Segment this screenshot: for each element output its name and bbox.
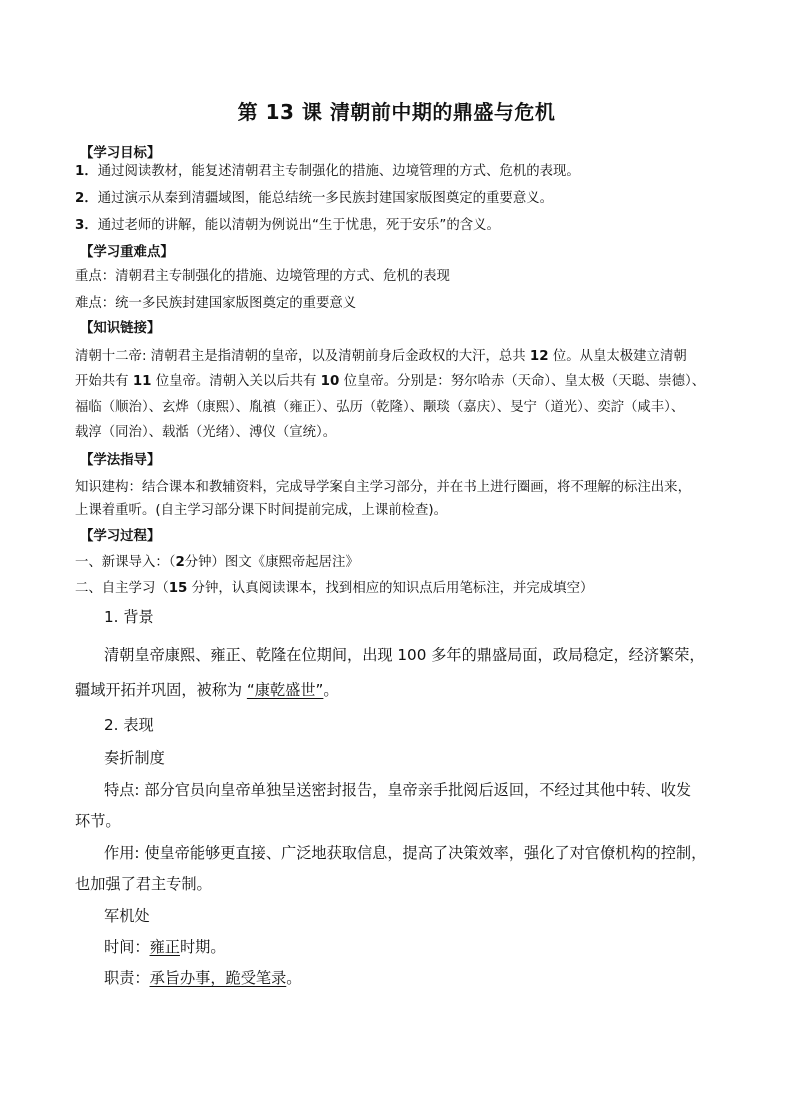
intro-text: 一、新课导入：（ bbox=[75, 555, 176, 570]
method-heading: 【学法指导】 bbox=[80, 453, 161, 468]
knowledge-line-1 bbox=[75, 348, 687, 366]
self-study-text: 二、自主学习（ bbox=[75, 581, 169, 596]
knowledge-line-2 bbox=[75, 373, 705, 391]
goal-number: 2． bbox=[75, 191, 98, 206]
background-text: 疆域开拓并巩固，被称为 bbox=[75, 681, 247, 699]
background-paragraph-line-2 bbox=[75, 680, 339, 700]
knowledge-number: 12 bbox=[529, 349, 549, 364]
knowledge-heading: 【知识链接】 bbox=[80, 321, 161, 336]
council-duty-line bbox=[104, 968, 301, 988]
section-performance-title: 2. 表现 bbox=[104, 716, 154, 734]
grand-council-heading: 军机处 bbox=[104, 907, 150, 925]
goal-text: 通过阅读教材，能复述清朝君主专制强化的措施、边境管理的方式、危机的表现。 bbox=[97, 164, 580, 179]
time-label: 时间： bbox=[104, 938, 150, 956]
feature-line-1: 特点: 部分官员向皇帝单独呈送密封报告，皇帝亲手批阅后返回，不经过其他中转、收发 bbox=[104, 781, 692, 799]
process-heading: 【学习过程】 bbox=[80, 529, 161, 544]
knowledge-line-4: 载淳（同治）、载湉（光绪）、溥仪（宣统）。 bbox=[75, 425, 337, 440]
goal-item-1 bbox=[75, 163, 580, 181]
method-line-1: 知识建构：结合课本和教辅资料，完成导学案自主学习部分，并在书上进行圈画，将不理解的标注出来， bbox=[75, 480, 691, 495]
knowledge-text: 位。从皇太极建立清朝 bbox=[548, 349, 687, 364]
section-background-title: 1. 背景 bbox=[104, 608, 154, 626]
knowledge-number: 10 bbox=[320, 374, 340, 389]
effect-line-2: 也加强了君主专制。 bbox=[75, 875, 212, 893]
intro-text: 分钟）图文《康熙帝起居注》 bbox=[184, 555, 359, 570]
self-study-line bbox=[75, 580, 593, 598]
council-duty-answer: 承旨办事，跪受笔录 bbox=[149, 969, 287, 987]
feature-line-2: 环节。 bbox=[75, 812, 121, 830]
effect-line-1: 作用: 使皇帝能够更直接、广泛地获取信息，提高了决策效率，强化了对官僚机构的控制， bbox=[104, 844, 707, 862]
goal-text: 通过老师的讲解，能以清朝为例说出“生于忧患，死于安乐”的含义。 bbox=[97, 218, 500, 233]
lesson-title: 第 13 课 清朝前中期的鼎盛与危机 bbox=[237, 100, 556, 124]
focus-point: 重点：清朝君主专制强化的措施、边境管理的方式、危机的表现 bbox=[75, 269, 450, 284]
goal-number: 1． bbox=[75, 164, 98, 179]
knowledge-line-3: 福临（顺治）、玄烨（康熙）、胤禛（雍正）、弘历（乾隆）、颙琰（嘉庆）、旻宁（道光）、奕詝（咸丰）、 bbox=[75, 400, 685, 415]
background-paragraph-line-1: 清朝皇帝康熙、雍正、乾隆在位期间，出现 100 多年的鼎盛局面，政局稳定，经济繁荣， bbox=[104, 646, 705, 664]
goal-item-2 bbox=[75, 190, 553, 208]
knowledge-number: 11 bbox=[132, 374, 152, 389]
duty-label: 职责： bbox=[104, 969, 150, 987]
goals-heading: 【学习目标】 bbox=[80, 146, 161, 161]
intro-minutes: 2 bbox=[175, 555, 185, 570]
goal-item-3 bbox=[75, 217, 500, 235]
memorial-system-heading: 奏折制度 bbox=[104, 749, 165, 767]
knowledge-text: 位皇帝。清朝入关以后共有 bbox=[151, 374, 321, 389]
background-text: 。 bbox=[323, 681, 339, 699]
intro-line bbox=[75, 554, 359, 572]
council-time-answer: 雍正 bbox=[149, 938, 180, 956]
knowledge-text: 开始共有 bbox=[75, 374, 133, 389]
goal-text: 通过演示从秦到清疆域图，能总结统一多民族封建国家版图奠定的重要意义。 bbox=[97, 191, 553, 206]
duty-text: 。 bbox=[286, 969, 302, 987]
knowledge-text: 清朝十二帝: 清朝君主是指清朝的皇帝，以及清朝前身后金政权的大汗，总共 bbox=[75, 349, 530, 364]
kangqian-era-answer: “康乾盛世” bbox=[246, 681, 324, 699]
time-text: 时期。 bbox=[179, 938, 226, 956]
key-points-heading: 【学习重难点】 bbox=[80, 245, 174, 260]
method-line-2: 上课着重听。(自主学习部分课下时间提前完成，上课前检查)。 bbox=[75, 503, 447, 518]
self-study-text: 分钟，认真阅读课本，找到相应的知识点后用笔标注，并完成填空） bbox=[187, 581, 594, 596]
difficulty-point: 难点：统一多民族封建国家版图奠定的重要意义 bbox=[75, 296, 357, 311]
self-study-minutes: 15 bbox=[168, 581, 188, 596]
knowledge-text: 位皇帝。分别是：努尔哈赤（天命）、皇太极（天聪、崇德）、 bbox=[339, 374, 706, 389]
council-time-line bbox=[104, 937, 226, 957]
goal-number: 3． bbox=[75, 218, 98, 233]
